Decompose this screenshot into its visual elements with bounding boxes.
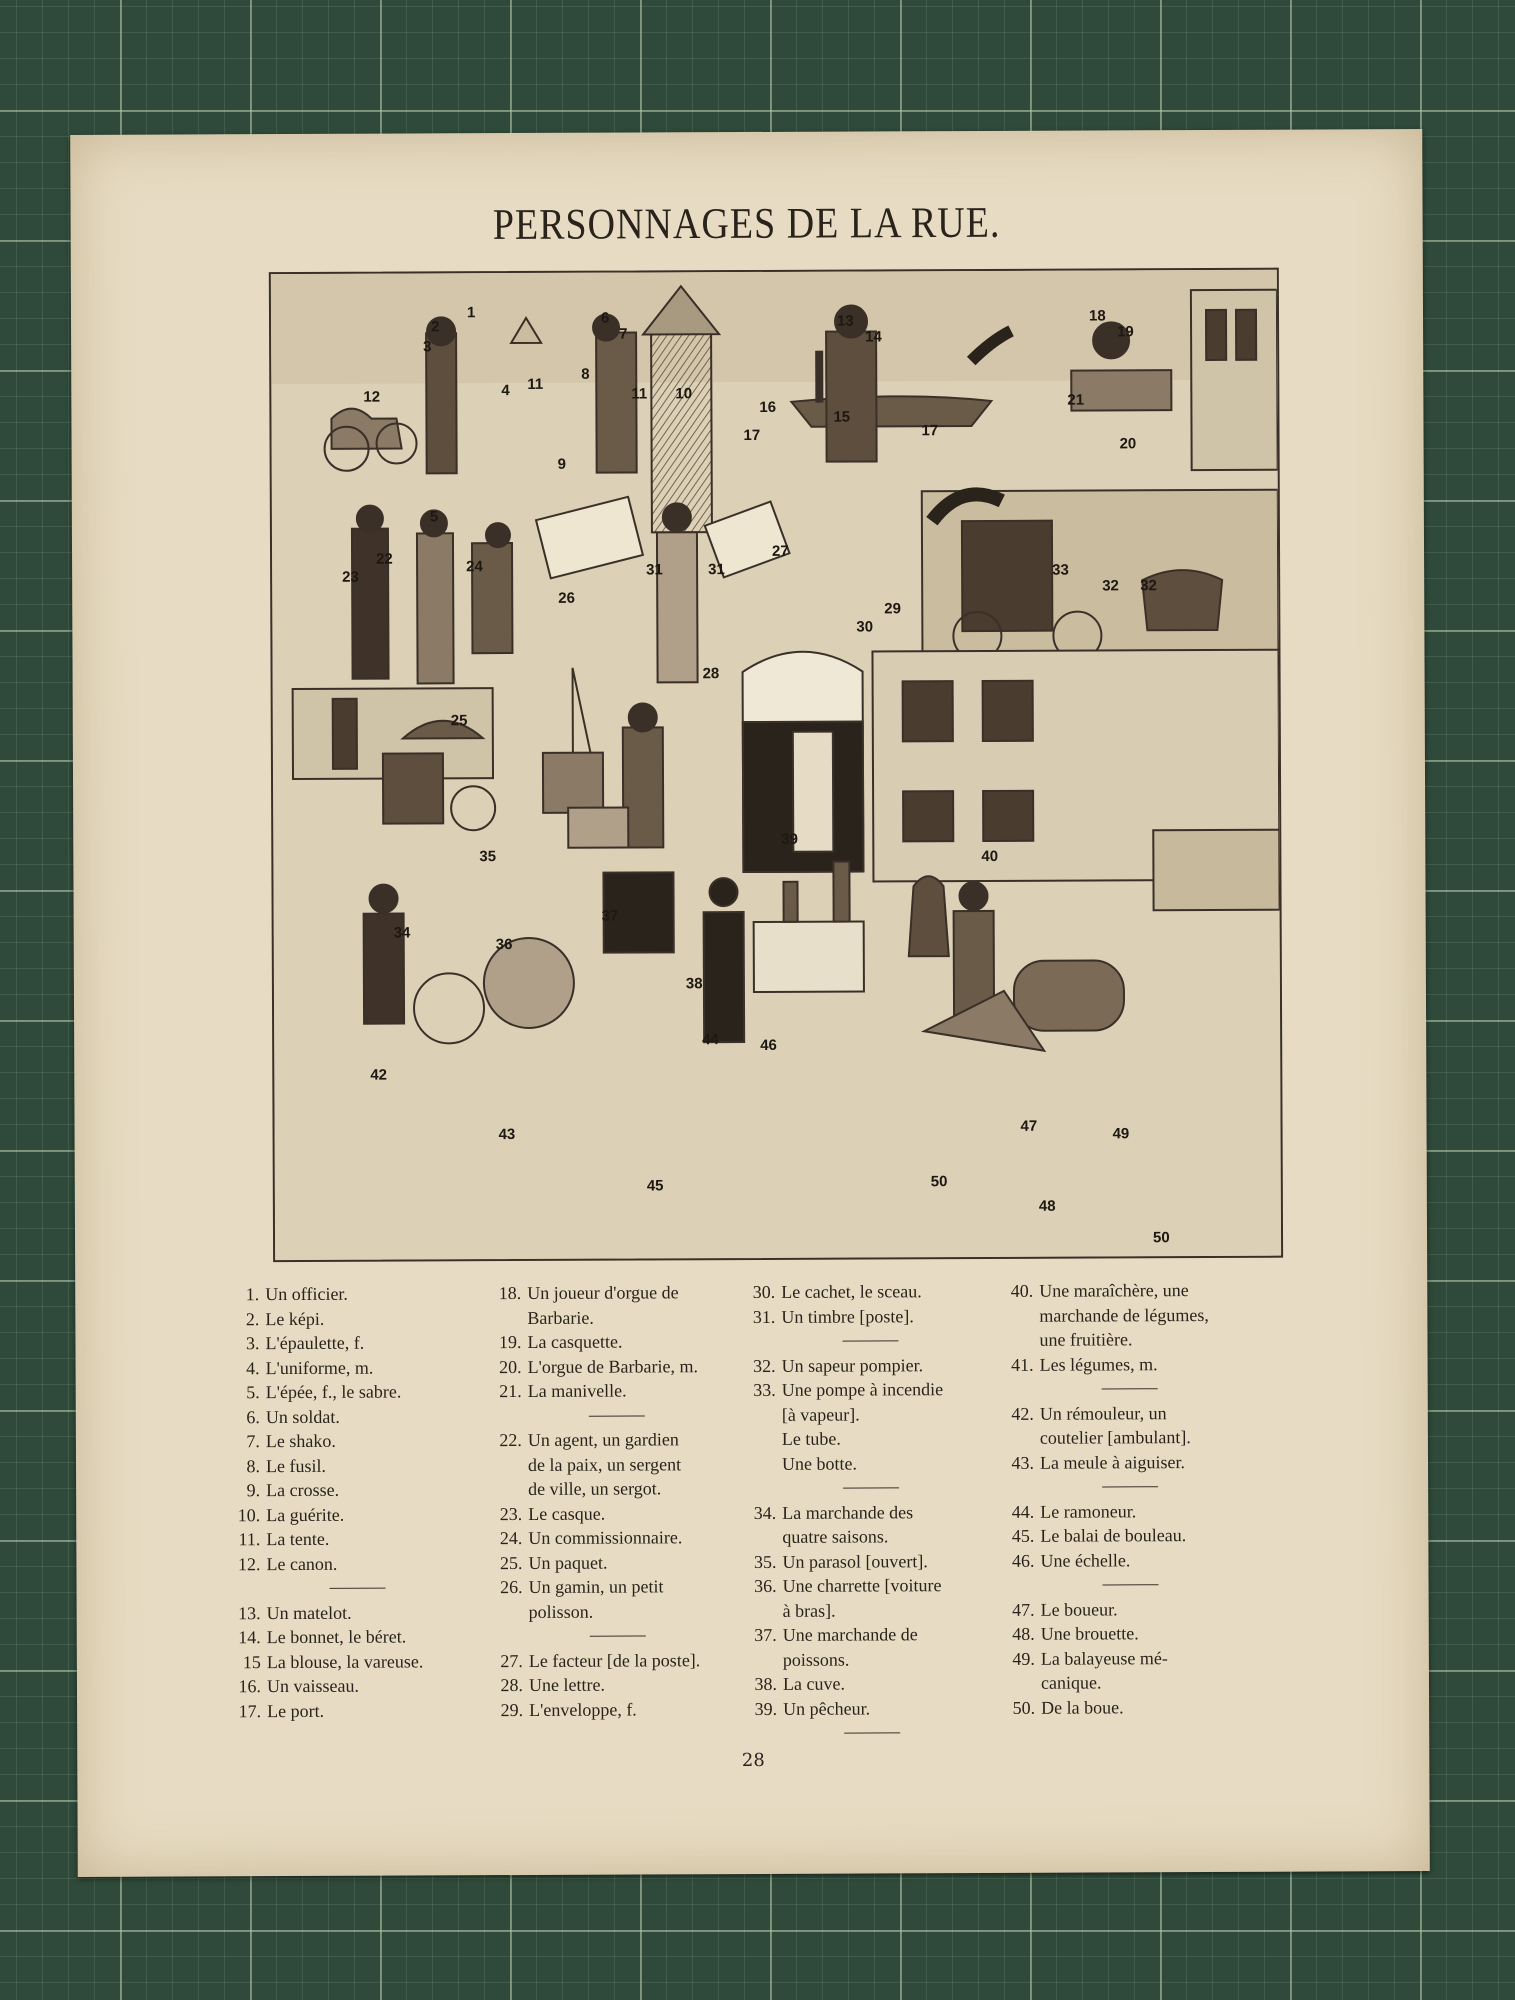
legend-text: Un parasol [ouvert]. <box>782 1550 928 1572</box>
legend-number: 30. <box>752 1281 776 1302</box>
legend-entry <box>489 1599 747 1625</box>
legend-number: 47. <box>1012 1599 1035 1620</box>
svg-text:3: 3 <box>423 338 432 356</box>
svg-text:6: 6 <box>600 309 610 327</box>
legend-text: La balayeuse mé- <box>1040 1647 1168 1669</box>
svg-text:49: 49 <box>1112 1125 1130 1143</box>
svg-text:2: 2 <box>431 318 440 336</box>
legend-entry <box>226 1453 488 1479</box>
legend-text: Un sapeur pompier. <box>781 1354 924 1376</box>
legend-entry <box>742 1450 1000 1476</box>
svg-text:45: 45 <box>646 1177 664 1195</box>
svg-text:29: 29 <box>884 600 902 618</box>
legend-number: 17. <box>238 1700 262 1721</box>
svg-text:16: 16 <box>759 398 777 416</box>
svg-text:50: 50 <box>1152 1229 1170 1247</box>
legend-text: Une charrette [voiture <box>782 1575 942 1596</box>
legend-number <box>999 1328 1039 1353</box>
legend-text: L'enveloppe, f. <box>529 1699 637 1720</box>
legend-entry <box>227 1600 489 1626</box>
legend-text: La blouse, la vareuse. <box>266 1650 424 1672</box>
legend-text: Le facteur [de la poste]. <box>528 1649 701 1671</box>
legend-number <box>743 1647 783 1672</box>
legend-text: coutelier [ambulant]. <box>1039 1427 1191 1448</box>
legend-entry <box>226 1526 488 1552</box>
legend-number: 35. <box>753 1551 777 1572</box>
legend-entry <box>743 1646 1001 1672</box>
legend-number: 28. <box>500 1674 524 1696</box>
legend-column-3 <box>741 1279 1001 1746</box>
legend-text: La manivelle. <box>527 1380 627 1401</box>
svg-text:21: 21 <box>1067 391 1085 409</box>
legend-number: 31. <box>752 1306 776 1327</box>
legend-text: Un joueur d'orgue de <box>527 1282 679 1303</box>
legend-entry <box>488 1574 746 1600</box>
legend-number: 26. <box>500 1576 523 1598</box>
legend-entry <box>1001 1596 1261 1622</box>
legend-number <box>1000 1426 1040 1451</box>
legend-number: 9. <box>246 1480 261 1501</box>
svg-text:32: 32 <box>1140 577 1157 595</box>
legend-text: Une échelle. <box>1040 1549 1131 1571</box>
legend-text: Le bonnet, le béret. <box>266 1626 407 1648</box>
legend-number: 10. <box>237 1504 261 1525</box>
svg-text:30: 30 <box>856 618 874 636</box>
legend-column-2 <box>487 1280 747 1722</box>
svg-text:25: 25 <box>450 712 468 730</box>
legend-number: 32. <box>753 1355 776 1376</box>
legend-text: L'épaulette, f. <box>265 1332 365 1354</box>
legend-entry <box>743 1671 1001 1697</box>
legend-number <box>489 1599 529 1624</box>
legend-number: 18. <box>498 1283 522 1304</box>
legend-number: 40. <box>1010 1280 1034 1301</box>
legend-text: polisson. <box>528 1601 594 1622</box>
legend-number: 25. <box>499 1552 523 1573</box>
legend-entry <box>742 1524 1000 1550</box>
legend-number: 14. <box>238 1627 261 1648</box>
legend-number <box>488 1452 528 1477</box>
legend-number <box>1001 1671 1041 1696</box>
legend-number: 37. <box>754 1624 777 1645</box>
legend-number: 2. <box>245 1308 260 1329</box>
svg-text:35: 35 <box>479 848 497 866</box>
svg-text:27: 27 <box>771 542 789 560</box>
svg-text:11: 11 <box>631 385 648 403</box>
legend-number: 45. <box>1011 1525 1035 1546</box>
legend-entry <box>488 1452 746 1478</box>
legend-text: La cuve. <box>782 1673 845 1694</box>
legend-entry <box>742 1401 1000 1427</box>
legend-text: quatre saisons. <box>782 1526 889 1547</box>
legend-text: La guérite. <box>266 1504 345 1525</box>
legend-entry <box>743 1695 1001 1721</box>
legend-text: Une marchande de <box>782 1624 918 1645</box>
section-divider <box>743 1720 1001 1746</box>
legend-text: Un paquet. <box>528 1552 608 1573</box>
street-characters-engraving <box>271 270 1281 1260</box>
legend-text: L'uniforme, m. <box>265 1357 374 1378</box>
legend-entry <box>489 1697 747 1723</box>
legend-number <box>488 1477 528 1502</box>
svg-text:18: 18 <box>1088 307 1106 325</box>
legend-number: 3. <box>245 1333 260 1354</box>
legend-entry <box>999 1302 1259 1328</box>
legend-entry <box>225 1281 487 1307</box>
legend-text: de la paix, un sergent <box>527 1453 682 1475</box>
legend-entry <box>743 1597 1001 1623</box>
legend-entry <box>488 1501 746 1527</box>
legend-number <box>742 1451 782 1476</box>
legend-entry <box>1001 1670 1261 1696</box>
legend-number <box>742 1525 782 1550</box>
svg-text:7: 7 <box>619 325 628 343</box>
svg-text:42: 42 <box>370 1066 388 1084</box>
legend-text: Les légumes, m. <box>1039 1353 1158 1375</box>
legend-text: Le boueur. <box>1040 1598 1118 1620</box>
legend-number <box>742 1427 782 1452</box>
legend-entry <box>1000 1523 1260 1549</box>
section-divider <box>488 1403 746 1429</box>
legend-text: Le port. <box>267 1700 325 1721</box>
legend-entry <box>1000 1400 1260 1426</box>
legend-text: Une botte. <box>781 1453 858 1474</box>
legend-entry <box>227 1649 489 1675</box>
legend-entry <box>742 1573 1000 1599</box>
legend-text: La meule à aiguiser. <box>1039 1451 1186 1473</box>
legend-number: 22. <box>499 1429 522 1451</box>
legend-entry <box>1001 1694 1261 1720</box>
legend-number: 43. <box>1011 1452 1035 1473</box>
svg-text:17: 17 <box>743 426 761 445</box>
svg-text:15: 15 <box>833 408 851 426</box>
svg-text:37: 37 <box>601 907 619 925</box>
legend-text: à bras]. <box>782 1600 836 1621</box>
svg-text:33: 33 <box>1052 561 1069 579</box>
legend-number: 48. <box>1012 1623 1035 1644</box>
legend-entry <box>227 1698 489 1724</box>
legend-text: Une lettre. <box>528 1674 605 1695</box>
legend-text: Le fusil. <box>265 1455 327 1476</box>
legend-text: [à vapeur]. <box>781 1404 860 1425</box>
legend-entry <box>225 1330 487 1356</box>
legend-text: De la boue. <box>1041 1696 1124 1718</box>
legend-text: une fruitière. <box>1039 1329 1133 1350</box>
legend-entry <box>489 1672 747 1698</box>
svg-text:39: 39 <box>781 830 799 848</box>
legend-number: 4. <box>246 1357 260 1378</box>
svg-text:47: 47 <box>1020 1117 1038 1135</box>
legend-number: 15 <box>242 1651 261 1672</box>
legend-entry <box>487 1329 745 1355</box>
svg-text:1: 1 <box>466 304 476 322</box>
legend-text: La marchande des <box>782 1501 914 1523</box>
legend-text: Un rémouleur, un <box>1039 1402 1167 1424</box>
legend-entry <box>225 1306 487 1332</box>
section-divider <box>226 1575 488 1601</box>
legend-entry <box>226 1428 488 1454</box>
legend-entry <box>741 1279 999 1305</box>
legend-text: Un agent, un gardien <box>527 1429 679 1450</box>
legend-entry <box>488 1476 746 1502</box>
legend-text: Un officier. <box>265 1283 348 1305</box>
svg-text:17: 17 <box>921 422 939 440</box>
legend-text: marchande de légumes, <box>1039 1304 1209 1326</box>
legend-number: 20. <box>499 1356 522 1377</box>
legend-entry <box>226 1551 488 1577</box>
legend-entry <box>227 1673 489 1699</box>
legend-entry <box>999 1327 1259 1353</box>
svg-text:43: 43 <box>498 1126 516 1144</box>
legend-entry <box>488 1378 746 1404</box>
legend-text: La tente. <box>266 1528 330 1550</box>
legend-text: Un pêcheur. <box>783 1697 871 1719</box>
svg-text:8: 8 <box>581 365 590 383</box>
legend-entry <box>1000 1449 1260 1475</box>
svg-text:31: 31 <box>708 561 725 579</box>
legend-entry <box>488 1525 746 1551</box>
legend-text: La casquette. <box>527 1331 623 1352</box>
legend-entry <box>1000 1547 1260 1573</box>
svg-text:13: 13 <box>836 312 854 330</box>
svg-text:44: 44 <box>702 1031 719 1049</box>
legend-entry <box>1001 1645 1261 1671</box>
legend-entry <box>226 1502 488 1528</box>
legend-text: Une brouette. <box>1040 1623 1139 1644</box>
legend-number: 38. <box>754 1673 778 1694</box>
legend-text: Le képi. <box>265 1308 325 1329</box>
legend-text: Une maraîchère, une <box>1039 1280 1189 1301</box>
legend-text: Le ramoneur. <box>1040 1500 1137 1522</box>
legend-entry <box>487 1280 745 1306</box>
legend-number: 21. <box>499 1381 522 1402</box>
legend-entry <box>226 1379 488 1405</box>
legend-number: 33. <box>753 1379 776 1400</box>
legend-number: 12. <box>237 1553 261 1574</box>
svg-text:4: 4 <box>501 382 510 400</box>
legend-text: Un commissionnaire. <box>528 1527 683 1548</box>
section-divider <box>489 1623 747 1649</box>
legend-entry <box>488 1354 746 1380</box>
legend-text: Le canon. <box>266 1553 338 1574</box>
legend-number: 8. <box>246 1455 261 1476</box>
legend-entry <box>1000 1425 1260 1451</box>
legend-entry <box>742 1426 1000 1452</box>
legend-number: 46. <box>1011 1550 1035 1571</box>
legend-column-1 <box>225 1281 489 1723</box>
legend-text: poissons. <box>782 1649 850 1670</box>
legend-text: L'orgue de Barbarie, m. <box>527 1355 698 1377</box>
section-divider <box>1000 1474 1260 1500</box>
legend-number: 41. <box>1011 1354 1034 1375</box>
legend-number <box>742 1402 782 1427</box>
legend-entry <box>489 1648 747 1674</box>
section-divider <box>1000 1572 1260 1598</box>
svg-text:31: 31 <box>646 561 663 579</box>
legend-entry <box>741 1303 999 1329</box>
illustration-plate <box>269 268 1283 1262</box>
legend-text: Le casque. <box>528 1503 606 1524</box>
legend-number: 42. <box>1011 1403 1034 1424</box>
svg-text:22: 22 <box>376 550 393 568</box>
legend-number: 44. <box>1011 1501 1035 1522</box>
svg-text:50: 50 <box>930 1173 948 1191</box>
svg-text:28: 28 <box>702 665 720 683</box>
legend-number: 13. <box>238 1602 261 1623</box>
legend-text: Un soldat. <box>265 1406 340 1427</box>
legend-entry <box>1000 1498 1260 1524</box>
legend-entry <box>226 1404 488 1430</box>
svg-text:24: 24 <box>466 558 483 576</box>
legend-entry <box>742 1377 1000 1403</box>
page-number: 28 <box>741 1749 765 1772</box>
legend-entry <box>1000 1351 1260 1377</box>
legend-number: 7. <box>246 1431 260 1452</box>
svg-text:34: 34 <box>393 924 411 942</box>
legend-entry <box>226 1355 488 1381</box>
legend-entry <box>742 1548 1000 1574</box>
svg-text:14: 14 <box>865 328 882 346</box>
svg-text:26: 26 <box>558 589 575 607</box>
legend-entry <box>1001 1621 1261 1647</box>
legend-text: Barbarie. <box>527 1307 594 1328</box>
legend-column-4 <box>999 1278 1261 1720</box>
legend-number: 11. <box>238 1529 261 1550</box>
svg-text:38: 38 <box>685 975 703 993</box>
svg-text:5: 5 <box>429 508 439 526</box>
svg-text:11: 11 <box>527 375 544 393</box>
legend-entry <box>743 1622 1001 1648</box>
legend-entry <box>742 1352 1000 1378</box>
svg-text:20: 20 <box>1119 435 1137 453</box>
legend-number <box>999 1303 1039 1328</box>
svg-text:36: 36 <box>495 936 513 954</box>
legend-number: 29. <box>500 1699 524 1720</box>
section-divider <box>1000 1376 1260 1402</box>
legend-text: Le tube. <box>781 1428 841 1449</box>
legend-number: 39. <box>754 1698 778 1719</box>
svg-text:48: 48 <box>1038 1197 1056 1215</box>
legend-text: canique. <box>1040 1672 1102 1693</box>
svg-text:46: 46 <box>760 1036 777 1054</box>
legend-number: 50. <box>1012 1697 1036 1718</box>
legend-number: 23. <box>499 1503 523 1524</box>
book-page <box>70 129 1430 1877</box>
svg-text:12: 12 <box>363 388 381 406</box>
legend-entry <box>999 1278 1259 1304</box>
section-divider <box>742 1475 1000 1501</box>
legend-number: 1. <box>245 1284 260 1305</box>
legend-number <box>743 1598 783 1623</box>
legend-number: 5. <box>246 1382 260 1403</box>
legend-text: Un timbre [poste]. <box>781 1305 914 1327</box>
legend-text: Un matelot. <box>266 1602 352 1623</box>
page-title: PERSONNAGES DE LA RUE. <box>492 198 1001 250</box>
legend-entry <box>488 1427 746 1453</box>
legend-number: 16. <box>238 1676 262 1697</box>
legend-text: Un gamin, un petit <box>528 1576 664 1597</box>
legend-entry <box>227 1624 489 1650</box>
svg-text:19: 19 <box>1117 323 1134 341</box>
legend-entry <box>488 1550 746 1576</box>
legend-entry <box>487 1305 745 1331</box>
legend-text: Le cachet, le sceau. <box>781 1281 922 1302</box>
legend-text: Une pompe à incendie <box>781 1379 944 1400</box>
legend-number: 19. <box>498 1332 522 1353</box>
legend-text: Le shako. <box>265 1430 336 1452</box>
legend-number: 36. <box>754 1575 777 1596</box>
svg-text:40: 40 <box>981 847 999 865</box>
svg-text:23: 23 <box>342 568 359 586</box>
legend-text: L'épée, f., le sabre. <box>265 1381 402 1403</box>
legend-number: 34. <box>753 1502 777 1523</box>
legend-number: 6. <box>246 1406 260 1427</box>
svg-text:10: 10 <box>675 385 693 403</box>
legend-text: Le balai de bouleau. <box>1040 1525 1187 1546</box>
legend-text: Un vaisseau. <box>266 1675 360 1697</box>
section-divider <box>741 1328 999 1354</box>
legend-entry <box>226 1477 488 1503</box>
legend-text: La crosse. <box>266 1479 340 1501</box>
svg-text:9: 9 <box>557 455 567 473</box>
legend-text: de ville, un sergot. <box>528 1478 662 1499</box>
legend-entry <box>742 1499 1000 1525</box>
legend-number: 49. <box>1012 1648 1035 1669</box>
legend-number: 27. <box>500 1650 523 1671</box>
svg-text:32: 32 <box>1102 577 1119 595</box>
legend-number: 24. <box>499 1527 523 1549</box>
legend-number <box>487 1305 527 1330</box>
